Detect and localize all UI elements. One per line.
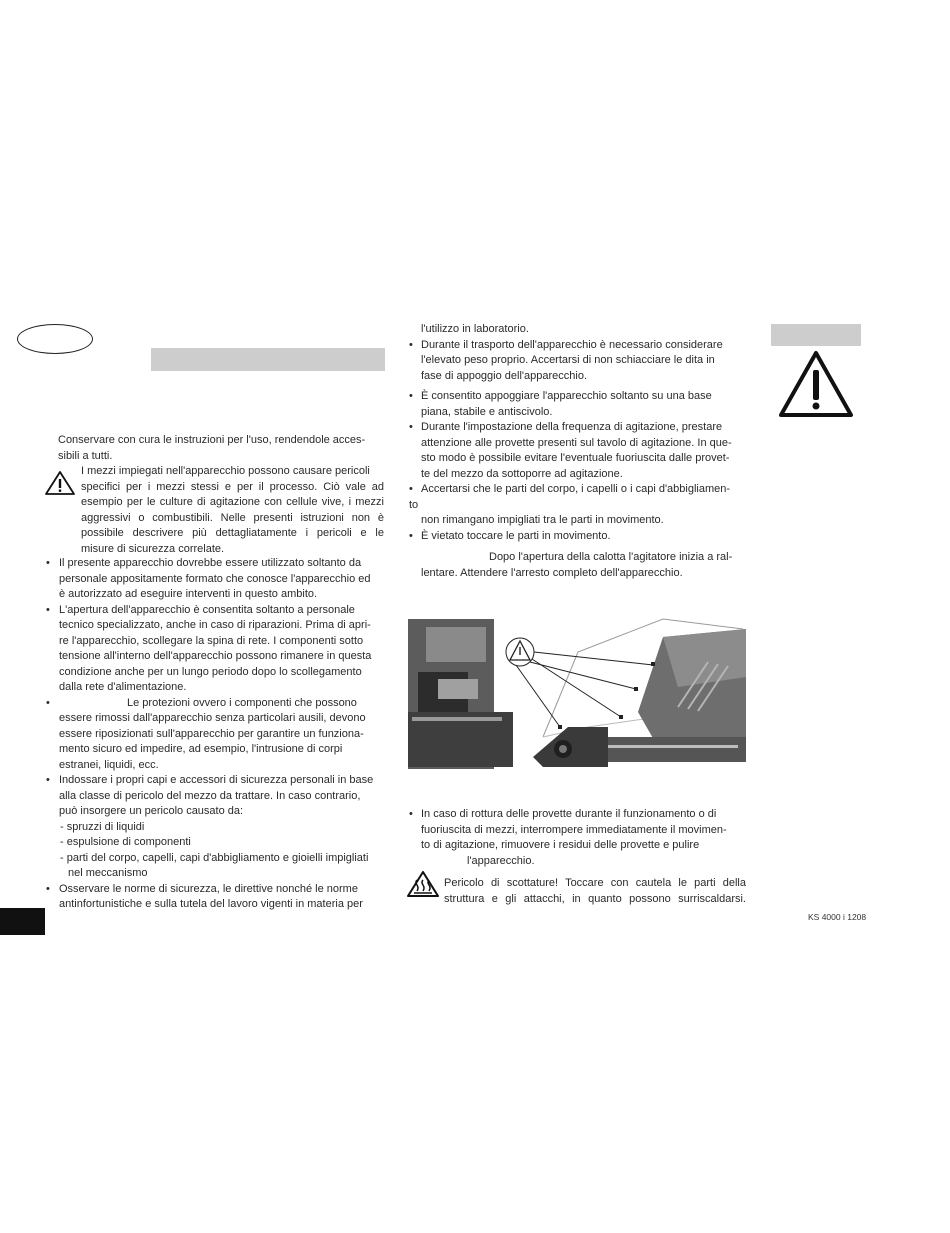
list-item: • Indossare i propri capi e accessori di sicurezza personali in base alla classe di pericolo del mezzo da trattare. In caso contrario, può insorgere un pericolo causato da: - spruzzi di liquidi - espulsione di componenti - parti del corpo, capelli, capi d'abbigliamento e gioielli impigliati nel meccanismo: [46, 773, 386, 882]
list-item: • Il presente apparecchio dovrebbe essere utilizzato soltanto da personale appositamente formato che conosce l'apparecchio ed è autorizzato ad eseguire interventi in questo ambito.: [46, 556, 386, 603]
left-bullet-list: [46, 556, 386, 913]
list-item: • È vietato toccare le parti in movimento.: [409, 529, 749, 545]
intro-line-2: sibili a tutti.: [58, 449, 113, 462]
middle-bullet-list-bottom: [409, 807, 749, 869]
warning-line: I mezzi impiegati nell'apparecchio possono causare pericoli: [81, 465, 370, 477]
shaker-device-photo: [408, 617, 756, 772]
burn-hazard-warning: Pericolo di scottature! Toccare con cautela le parti della struttura e gli attacchi, in quanto possono surriscaldarsi.: [444, 877, 746, 905]
warning-small-icon: [44, 470, 76, 496]
list-item: • Osservare le norme di sicurezza, le direttive nonché le norme antinfortunistiche e sulla tutela del lavoro vigenti in materia per: [46, 882, 386, 913]
document-code: KS 4000 i 1208: [808, 912, 867, 922]
intro-line-1: Conservare con cura le instruzioni per l'uso, rendendole acces-: [58, 434, 366, 446]
dash-item: - espulsione di componenti: [60, 836, 191, 848]
warning-line: aggressivi o combustibili. Nelle presenti istruzioni non è: [81, 511, 384, 524]
warning-triangle-icon: [778, 350, 854, 418]
list-item: • È consentito appoggiare l'apparecchio soltanto su una base piana, stabile e antiscivolo.: [409, 389, 749, 420]
middle-bullet-list-top: [409, 322, 749, 544]
list-item: • Durante l'impostazione della frequenza di agitazione, prestare attenzione alle provette presenti sul tavolo di agitazione. In que- sto modo è possibile evitare l'eventuale fuoriuscita dalle provet- te del mezzo da sottoporre ad agitazione.: [409, 420, 749, 482]
hot-surface-icon: [406, 870, 440, 898]
dash-item: - spruzzi di liquidi: [60, 820, 145, 833]
warning-line: specifici per i mezzi stessi e per il processo. Ciò vale ad: [81, 480, 384, 493]
list-item: • L'apertura dell'apparecchio è consentita soltanto a personale tecnico specializzato, anche in caso di riparazioni. Prima di apri- re l'apparecchio, scollegare la spina di rete. I componenti sotto tensione all'interno dell'apparecchio possono rimanere in questa condizione anche per un lungo periodo dopo lo scollegamento dalla rete d'alimentazione.: [46, 603, 386, 696]
dash-item: nel meccanismo: [68, 867, 148, 879]
section-header-bar-left: [151, 348, 385, 371]
intro-paragraph: [58, 433, 384, 464]
warning-line: misure di sicurezza correlate.: [81, 542, 225, 555]
slowdown-note: Dopo l'apertura della calotta l'agitatore inizia a ral- lentare. Attendere l'arresto completo dell'apparecchio.: [421, 551, 733, 579]
media-hazard-warning: [81, 464, 384, 557]
list-item: • Accertarsi che le parti del corpo, i capelli o i capi d'abbigliamen- to non rimangano impigliati tra le parti in movimento.: [409, 482, 749, 529]
dash-item: - parti del corpo, capelli, capi d'abbigliamento e gioielli impigliati: [60, 851, 369, 864]
continued-line: l'utilizzo in laboratorio.: [421, 323, 529, 335]
warning-line: possibile descrivere più dettagliatamente i pericoli e le: [81, 527, 384, 539]
list-item: • Le protezioni ovvero i componenti che possono essere rimossi dall'apparecchio senza particolari ausili, devono essere riposizionati sull'apparecchio per garantire un funziona- mento sicuro ed impedire, ad esempio, l'intrusione di corpi estranei, liquidi, ecc.: [46, 696, 386, 774]
warning-line: esempio per le culture di agitazione con cellule vive, i mezzi: [81, 496, 384, 508]
section-header-bar-right: [771, 324, 861, 346]
language-badge-oval: [17, 324, 93, 354]
list-item: • Durante il trasporto dell'apparecchio è necessario considerare l'elevato peso proprio. Accertarsi di non schiacciare le dita in fase di appoggio dell'apparecchio.: [409, 338, 749, 385]
page-edge-tab: [0, 908, 45, 935]
list-item: • In caso di rottura delle provette durante il funzionamento o di fuoriuscita di mezzi, interrompere immediatamente il movimen- to di agitazione, rimuovere i residui delle provette e pulire l'apparecchio.: [409, 807, 749, 869]
